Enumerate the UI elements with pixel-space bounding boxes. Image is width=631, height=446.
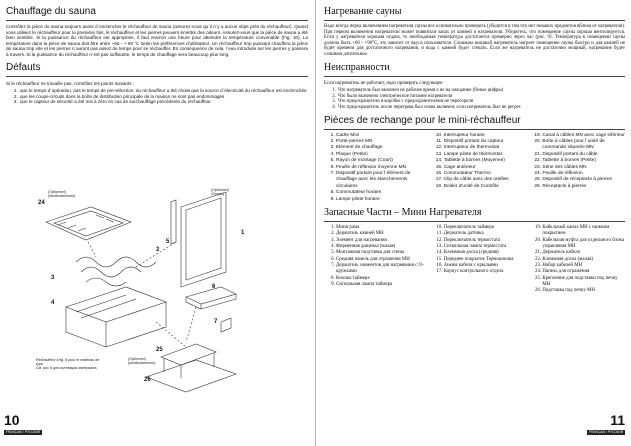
list-item: 5. Rayon de montage (Court): [336, 158, 428, 164]
parts-ru-col1: [324, 225, 428, 295]
list-item: 3. Elément de chauffage: [336, 145, 428, 151]
list-item: 10. Interrupteur horaire: [444, 133, 527, 139]
list-item: 11. Держатель датчика: [444, 231, 527, 237]
list-item: 8. Commutateur horaire: [336, 190, 428, 196]
list-item: 12. Interrupteur de thermostat: [444, 145, 527, 151]
reflector-panel: [181, 192, 226, 287]
list-item: 4. Что предохранитель после перегрева был снова включен, если нагреватель был не регрет.: [337, 105, 625, 111]
list-item: 3. Что предохранители в коробке с предохранителями не перегорели: [337, 99, 625, 105]
list-item: 24. Feuille de réflexion: [542, 171, 625, 177]
base-legs: [161, 344, 216, 365]
language-tag-left: FRANÇAIS / РУССКИЙ: [6, 430, 40, 434]
list-item: 9. Сигнальная лампа таймера: [336, 282, 428, 288]
connector-part: [221, 318, 231, 332]
list-item: 19. Canal à câbles MN avec cage inférieur: [542, 133, 625, 139]
section-title-defauts: Défauts: [6, 61, 41, 73]
list-item: 14. Tablette à bornes (Moyenne): [444, 158, 527, 164]
page-number-right: 11: [610, 412, 625, 428]
list-item: 21. Dispositif portant du câble: [542, 152, 625, 158]
list-item: 17. Clip de câble avec des oreilles: [444, 177, 527, 183]
title-rule: [6, 76, 308, 77]
list-item: 21. Держатель кабеля: [542, 250, 625, 256]
list-item: 16. Commutateur Thermo: [444, 171, 527, 177]
title-rule: [6, 20, 308, 21]
defects-intro: Если нагреватель не работает, надо проверить следующее:: [324, 80, 444, 86]
list-item: 15. Переднее покрытие Термокнопка: [444, 257, 527, 263]
list-item: 6. Средняя панель для отражения МН: [336, 257, 428, 263]
fig-number-7: 7: [214, 319, 218, 325]
list-item: 15. Cage antérieur: [444, 165, 527, 171]
list-item: 12. Переключатель термостата: [444, 238, 527, 244]
list-item: 23. Série des câbles MN: [542, 165, 625, 171]
base-tray: [146, 360, 236, 392]
section-title-parts-ru: Запасные Части – Мини Нагревателя: [324, 207, 482, 218]
callout-bottom: Réchauffeur à fig. 8 pour le matériau de type См. рис 8 для коллекции материала: [36, 358, 100, 371]
title-rule: [324, 129, 625, 130]
list-item: 20. Boîte à câbles pour l´unité de commande séparée MN: [542, 139, 625, 152]
list-item: 16. Зажим кабеля с крыльями: [444, 263, 527, 269]
list-item: 10. Переключатель таймера: [444, 225, 527, 231]
defects-list: [324, 88, 625, 110]
section-title-defects: Неисправности: [324, 61, 390, 73]
list-item: 2. que les coupe-circuits dans la boîte de distribution principale de la maison ne sont pas endommagés: [19, 94, 308, 100]
fig-number-1: 1: [241, 230, 245, 236]
parts-fr-columns: [324, 133, 625, 203]
callout-optional-right: (Optionnel) (Опция): [211, 188, 229, 197]
parts-ru-col3: [530, 225, 625, 295]
list-item: 26. Подставка под печку МН: [542, 288, 625, 294]
fig-number-25: 25: [156, 347, 163, 353]
fig-number-6: 6: [212, 284, 216, 290]
fig-number-4: 4: [51, 300, 55, 306]
list-item: 3. que le capteur de sécurité a été mis à zéro en cas de surchauffage précédente du réchauffeur: [19, 99, 308, 105]
callout-optional-24: (Optionnel) (необязательно): [48, 190, 76, 199]
list-item: 1. Что нагреватель был включен не рабочее время а не на ожидание (белые цифры): [337, 88, 625, 94]
list-item: 19. Кабельный канал МН с нижним покрытием: [542, 225, 625, 238]
defauts-intro: Si le réchauffeur ne travaille pas, contrôlez les points suivants :: [6, 80, 135, 86]
list-item: 24. Панель для отражения: [542, 269, 625, 275]
list-item: 7. Держатель элементов для нагревания с О-кружками: [336, 263, 428, 276]
language-tag-right: FRANÇAIS / РУССКИЙ: [589, 430, 623, 434]
section-title-heating: Нагревание сауны: [324, 6, 402, 17]
parts-ru-columns: [324, 225, 625, 295]
fig-number-3: 3: [51, 275, 55, 281]
exploded-diagram: [36, 182, 261, 402]
list-item: 20. Кабельная муфта для отдельного блока управления МН: [542, 238, 625, 251]
list-item: 4. Plaque (Petite): [336, 152, 428, 158]
list-item: 9. Lampe pilote horaire: [336, 197, 428, 203]
fig-number-5: 5: [166, 239, 170, 245]
list-item: 26. Réceptacle à pierres: [542, 184, 625, 190]
title-rule: [324, 221, 625, 222]
fig-number-24: 24: [38, 200, 45, 206]
list-item: 7. Dispositif portant pour l´élément de chauffage avec les étanchements circulaires: [336, 171, 428, 190]
callout-optional-2: (Optionnel) (необязательно): [128, 357, 156, 366]
parts-fr-col3: [530, 133, 625, 203]
list-item: 8. Кнопка таймера: [336, 276, 428, 282]
parts-fr-col1: [324, 133, 428, 203]
list-item: 1. que le temps d´opération, pas le temps de pre-sélection, du réchauffeur a été choisi que la source d´électricité du réchauffeur est enclenchée: [19, 88, 308, 94]
list-item: 14. Клеммная доска (средняя): [444, 250, 527, 256]
list-item: 18. Boitier d'unité de Contrôle: [444, 184, 527, 190]
list-item: 13. Сигнальная лампа термостата: [444, 244, 527, 250]
section-title-parts-fr: Pièces de rechange pour le mini-réchauffeur: [324, 114, 521, 126]
list-item: 5. Монтажная подставка для стены: [336, 250, 428, 256]
chauffage-paragraph: Contrôlez la pièce du sauna toujours avant d´enclencher le réchauffeur de sauna (assurez-vous qu´il n´y a aucun objet près du réchauffeur). Quand vous utilisez le réchauffeur pour la première fois, le réchauffeur et les pierres peuvent émettre des odeurs. Assurez-vous que la pièce de sauna a été bien ventilée. Si la puissance du réchauffeur est appropriée, il faut environ une heure pour atteindre la température convenable (Fig. 10). La température dans la pièce de sauna doit être entre +60 - + 90 ˚C selon les préférences d'utilisateur. Un réchauffeur trop puissant chauffera la pièce de sauna trop vite et les pierres n´auront pas assez de temps pour se réchauffer. En conséquence de cela, l´eau introduite sur les pierres y passera à travers. Si la puissance du réchauffeur n´est pas suffisante, le temps de chauffage sera beaucoup plus long.: [6, 24, 308, 57]
section-title-chauffage: Chauffage du sauna: [6, 6, 96, 17]
title-rule: [324, 20, 625, 21]
list-item: 2. Porte-pierres MN: [336, 139, 428, 145]
list-item: 22. Клеммная доска (малая): [542, 257, 625, 263]
list-item: 1. Cadre Mini: [336, 133, 428, 139]
list-item: 23. Набор кабелей МН: [542, 263, 625, 269]
list-item: 22. Tablette à bornes (Petite): [542, 158, 625, 164]
list-item: 2. Держатель камней МН: [336, 231, 428, 237]
bottom-frame: [66, 287, 166, 322]
list-item: 25. Dispositif de réceptacle à pierres: [542, 177, 625, 183]
fig-number-2: 2: [156, 247, 160, 253]
list-item: 11. Dispositif portant du capteur: [444, 139, 527, 145]
list-item: 17. Корпус контрольного отдела: [444, 269, 527, 275]
list-item: 13. Lampe pilote de thermostat: [444, 152, 527, 158]
list-item: 2. Что было включено электрическое питание нагревателя: [337, 94, 625, 100]
fig-number-26: 26: [144, 377, 151, 383]
list-item: 1. Мини рама: [336, 225, 428, 231]
list-item: 4. Фирменная дощечка (малая): [336, 244, 428, 250]
title-rule: [324, 76, 625, 77]
list-item: 25. Крепление для подставки под печку МН: [542, 276, 625, 289]
parts-ru-col2: [432, 225, 527, 295]
parts-fr-col2: [432, 133, 527, 203]
list-item: 6. Feuille de réflexion moyenne MN: [336, 165, 428, 171]
defauts-list: [6, 88, 308, 105]
list-item: 3. Элемент для нагревания: [336, 238, 428, 244]
right-page: [316, 0, 631, 446]
page-number-left: 10: [4, 412, 20, 428]
heating-paragraph: Надо всегда перед включением нагревателя сауны все основательно проверить (убедится в том что нет никаких предметов вблизи от нагревателя). При первом включении нагреватели может появиться запах от камней и нагревателя. Убедитесь, что помещение сауны хорошо вентилируется. Если у нагревателя хорошая отдача, то необходимая температура достигается примерно через час (рис. 9). Температура в помещении сауны должна быть +60 - +90°С, это зависит от вкуса пользователя. Слишком мощный нагреватель нагреет помещение сауны быстро и для камней не будет времени для достаточного нагревания, и вода с камней будет стекать. Если же нагреватель не достаточно мощный, нагревание будет слишком длительное.: [324, 24, 625, 57]
